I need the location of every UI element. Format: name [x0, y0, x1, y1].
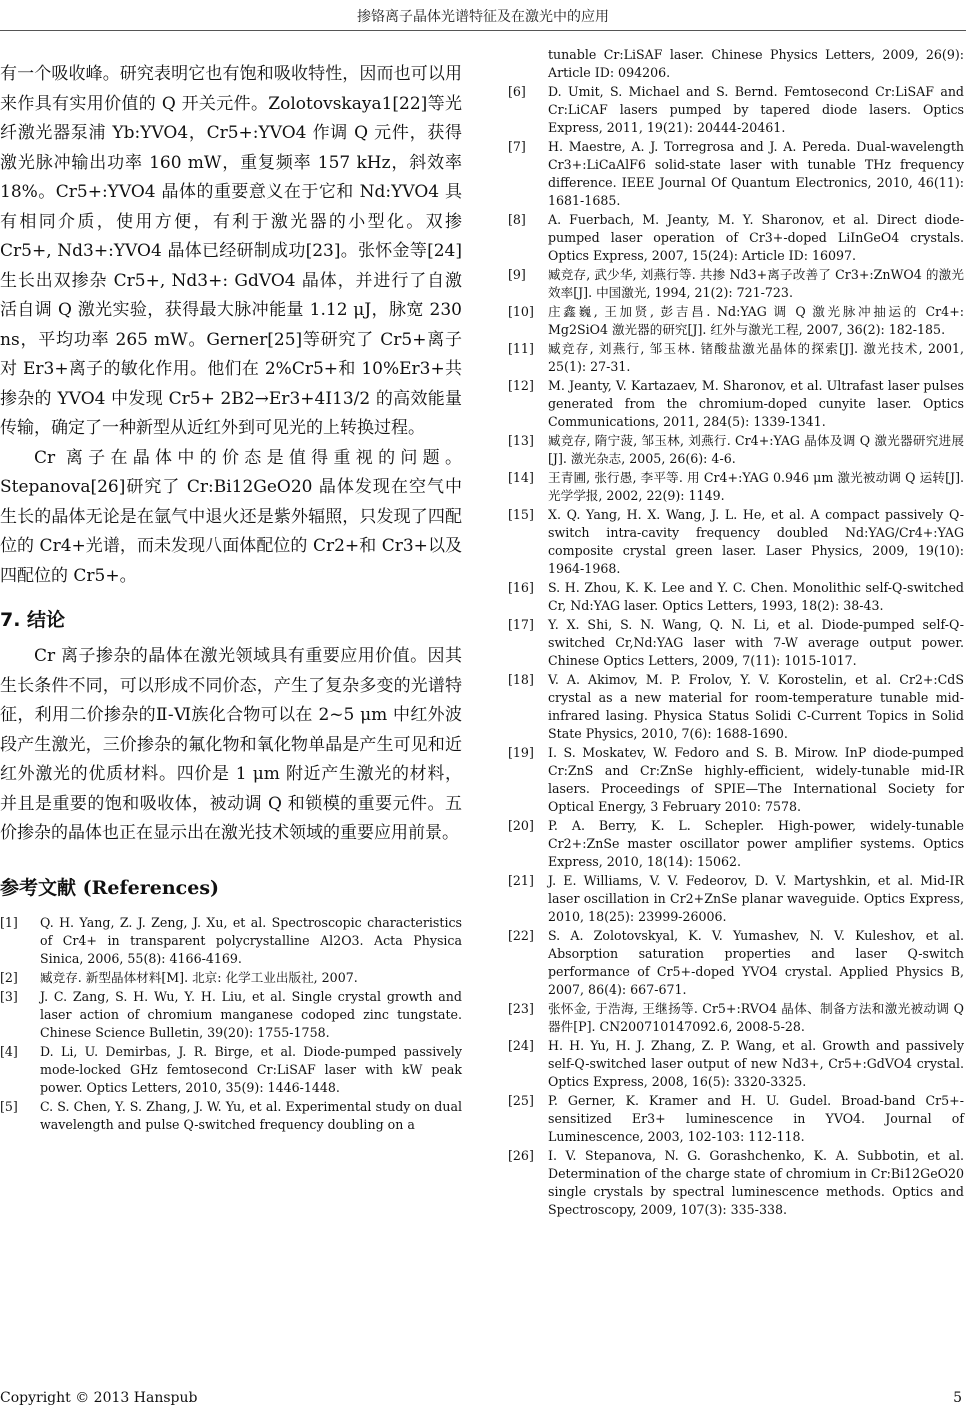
running-header: 掺铬离子晶体光谱特征及在激光中的应用: [357, 9, 609, 25]
reference-item: [508, 469, 964, 505]
reference-item: [508, 817, 964, 871]
references-heading: [0, 873, 462, 900]
reference-text: Y. X. Shi, S. N. Wang, Q. N. Li, et al. Diode-pumped self-Q-switched Cr,Nd:YAG laser with 7-W average output power. Chinese Optics Letters, 2009, 7(11): 1015-1017.: [548, 617, 964, 668]
reference-number: [11]: [508, 341, 534, 356]
reference-text: S. H. Zhou, K. K. Lee and Y. C. Chen. Monolithic self-Q-switched Cr, Nd:YAG laser. Optics Letters, 1993, 18(2): 38-43.: [548, 580, 964, 613]
reference-text: D. Umit, S. Michael and S. Bernd. Femtosecond Cr:LiSAF and Cr:LiCAF lasers pumped by tapered diode lasers. Optics Express, 2011, 19(21): 20444-20461.: [548, 84, 964, 135]
reference-number: [19]: [508, 745, 534, 760]
reference-item: [508, 303, 964, 339]
reference-text: X. Q. Yang, H. X. Wang, J. L. He, et al. A compact passively Q-switch intra-cavity frequency doubled Nd:YAG/Cr4+:YAG composite crystal green laser. Laser Physics, 2009, 19(10): 1964-1968.: [548, 507, 964, 576]
reference-number: [3]: [0, 988, 18, 1004]
reference-number: [508, 46, 548, 82]
reference-number: [4]: [0, 1043, 18, 1059]
reference-item: [508, 377, 964, 431]
reference-item: [508, 579, 964, 615]
reference-text: P. Gerner, K. Kramer and H. U. Gudel. Broad-band Cr5+-sensitized Er3+ luminescence in YVO4. Journal of Luminescence, 2003, 102-103: 112-118.: [548, 1093, 964, 1144]
header-rule: [0, 30, 966, 31]
reference-number: [21]: [508, 873, 534, 888]
reference-number: [26]: [508, 1148, 534, 1163]
reference-text: 臧竞存. 新型晶体材料[M]. 北京: 化学工业出版社, 2007.: [40, 969, 358, 985]
reference-number: [17]: [508, 617, 534, 632]
reference-text: M. Jeanty, V. Kartazaev, M. Sharonov, et al. Ultrafast laser pulses generated from the chromium-doped cunyite laser. Optics Communications, 2011, 284(5): 1339-1341.: [548, 378, 964, 429]
section-7-heading: 7. 结论: [0, 609, 66, 631]
reference-item: [508, 1147, 964, 1219]
reference-text: H. H. Yu, H. J. Zhang, Z. P. Wang, et al. Growth and passively self-Q-switched laser output of new Nd3+, Cr5+:GdVO4 crystal. Optics Express, 2008, 16(5): 3320-3325.: [548, 1038, 964, 1089]
reference-item: [508, 872, 964, 926]
reference-number: [15]: [508, 507, 534, 522]
reference-item: [508, 432, 964, 468]
reference-number: [8]: [508, 212, 526, 227]
reference-text: I. S. Moskatev, W. Fedoro and S. B. Mirow. InP diode-pumped Cr:ZnS and Cr:ZnSe highly-efficient, widely-tunable mid-IR lasers. Proceedings of SPIE—The International Society for Optical Energy, 3 February 2010: 7578.: [548, 745, 964, 814]
reference-number: [10]: [508, 304, 534, 319]
reference-item: [508, 340, 964, 376]
body-paragraph-3: Cr 离子掺杂的晶体在激光领域具有重要应用价值。因其生长条件不同，可以形成不同价态，产生了复杂多变的光谱特征，利用二价掺杂的Ⅱ-Ⅵ族化合物可以在 2~5 μm 中红外波段产生激光，三价掺杂的氟化物和氧化物单晶是产生可见和近红外激光的优质材料。四价是 1 μm 附近产生激光的材料，并且是重要的饱和吸收体，被动调 Q 和锁模的重要元件。五价掺杂的晶体也正在显示出在激光技术领域的重要应用前景。: [0, 646, 462, 843]
footer-copyright: Copyright © 2013 Hanspub: [0, 1390, 198, 1406]
references-heading-cn: 参考文献: [0, 876, 77, 899]
reference-item: [508, 927, 964, 999]
reference-number: [2]: [0, 969, 18, 985]
reference-item: [508, 1092, 964, 1146]
reference-number: [18]: [508, 672, 534, 687]
reference-text: D. Li, U. Demirbas, J. R. Birge, et al. Diode-pumped passively mode-locked GHz femtosecond Cr:LiSAF laser with kW peak power. Optics Letters, 2010, 35(9): 1446-1448.: [40, 1043, 462, 1095]
reference-number: [12]: [508, 378, 534, 393]
reference-item: [508, 46, 964, 82]
reference-number: [22]: [508, 928, 534, 943]
reference-item: [508, 671, 964, 743]
reference-item: [508, 616, 964, 670]
reference-text: 庄鑫巍, 王加贤, 彭吉昌. Nd:YAG 调 Q 激光脉冲抽运的 Cr4+: Mg2SiO4 激光器的研究[J]. 红外与激光工程, 2007, 36(2): 182-185.: [548, 304, 964, 337]
reference-number: [25]: [508, 1093, 534, 1108]
body-paragraph-2: Cr 离子在晶体中的价态是值得重视的问题。Stepanova[26]研究了 Cr:Bi12GeO20 晶体发现在空气中生长的晶体无论是在氩气中退火还是紫外辐照，只发现了四配位的 Cr4+光谱，而未发现八面体配位的 Cr2+和 Cr3+以及四配位的 Cr5+。: [0, 447, 462, 586]
reference-number: [16]: [508, 580, 534, 595]
reference-text: 王青圃, 张行愚, 李平等. 用 Cr4+:YAG 0.946 μm 激光被动调 Q 运转[J]. 光学学报, 2002, 22(9): 1149.: [548, 470, 964, 503]
reference-list-left: [0, 914, 462, 1134]
reference-number: [23]: [508, 1001, 534, 1016]
reference-text: C. S. Chen, Y. S. Zhang, J. W. Yu, et al. Experimental study on dual wavelength and pulse Q-switched frequency doubling on a: [40, 1098, 462, 1132]
reference-number: [20]: [508, 818, 534, 833]
reference-item: [508, 83, 964, 137]
reference-list-right: [508, 46, 964, 1219]
reference-item: [508, 266, 964, 302]
page-number: 5: [953, 1390, 962, 1406]
reference-number: [24]: [508, 1038, 534, 1053]
reference-text: J. C. Zang, S. H. Wu, Y. H. Liu, et al. Single crystal growth and laser action of chromium manganese codoped zinc tungstate. Chinese Science Bulletin, 39(20): 1755-1758.: [40, 988, 462, 1040]
right-column: [508, 46, 964, 1220]
reference-text: 臧竞存, 武少华, 刘燕行等. 共掺 Nd3+离子改善了 Cr3+:ZnWO4 的激光效率[J]. 中国激光, 1994, 21(2): 721-723.: [548, 267, 964, 300]
reference-text: 张怀金, 于浩海, 王继扬等. Cr5+:RVO4 晶体、制备方法和激光被动调 Q 器件[P]. CN200710147092.6, 2008-5-28.: [548, 1001, 964, 1034]
reference-number: [9]: [508, 267, 526, 282]
reference-number: [7]: [508, 139, 526, 154]
reference-number: [14]: [508, 470, 534, 485]
reference-item: [508, 138, 964, 210]
body-paragraph-1: 有一个吸收峰。研究表明它也有饱和吸收特性，因而也可以用来作具有实用价值的 Q 开关元件。Zolotovskaya1[22]等光纤激光器泵浦 Yb:YVO4，Cr5+:YVO4 作调 Q 元件，获得激光脉冲输出功率 160 mW，重复频率 157 kHz，斜效率 18%。Cr5+:YVO4 晶体的重要意义在于它和 Nd:YVO4 具有相同介质，使用方便，有利于激光器的小型化。双掺 Cr5+, Nd3+:YVO4 晶体已经研制成功[23]。张怀金等[24]生长出双掺杂 Cr5+, Nd3+: GdVO4 晶体，并进行了自激活自调 Q 激光实验，获得最大脉冲能量 1.12 μJ，脉宽 230 ns，平均功率 265 mW。Gerner[25]等研究了 Cr5+离子对 Er3+离子的敏化作用。他们在 2%Cr5+和 10%Er3+共掺杂的 YVO4 中发现 Cr5+ 2B2→Er3+4I13/2 的高效能量传输，确定了一种新型从近红外到可见光的上转换过程。: [0, 64, 462, 438]
reference-item: [508, 744, 964, 816]
reference-text: Q. H. Yang, Z. J. Zeng, J. Xu, et al. Spectroscopic characteristics of Cr4+ in transparent polycrystalline Al2O3. Acta Physica Sinica, 2006, 55(8): 4166-4169.: [40, 914, 462, 966]
reference-text: tunable Cr:LiSAF laser. Chinese Physics Letters, 2009, 26(9): Article ID: 094206.: [548, 47, 964, 80]
reference-text: I. V. Stepanova, N. G. Gorashchenko, K. A. Subbotin, et al. Determination of the charge state of chromium in Cr:Bi12GeO20 single crystals by spectral luminescence methods. Optics and Spectroscopy, 2009, 107(3): 335-338.: [548, 1148, 964, 1217]
references-heading-en: (References): [82, 876, 220, 899]
reference-item: [0, 988, 462, 1042]
reference-number: [13]: [508, 433, 534, 448]
reference-item: [508, 1000, 964, 1036]
reference-number: [5]: [0, 1098, 18, 1114]
reference-item: [0, 914, 462, 968]
reference-item: [508, 211, 964, 265]
reference-text: 臧竞存, 隋宁菠, 邹玉林, 刘燕行. Cr4+:YAG 晶体及调 Q 激光器研究进展[J]. 激光杂志, 2005, 26(6): 4-6.: [548, 433, 964, 466]
reference-text: P. A. Berry, K. L. Schepler. High-power, widely-tunable Cr2+:ZnSe master oscillator power amplifier systems. Optics Express, 2010, 18(14): 15062.: [548, 818, 964, 869]
reference-item: [0, 1098, 462, 1134]
reference-text: J. E. Williams, V. V. Fedeorov, D. V. Martyshkin, et al. Mid-IR laser oscillation in Cr2+ZnSe planar waveguide. Optics Express, 2010, 18(25): 23999-26006.: [548, 873, 964, 924]
reference-number: [6]: [508, 84, 526, 99]
reference-item: [508, 506, 964, 578]
reference-item: [0, 969, 462, 987]
reference-text: H. Maestre, A. J. Torregrosa and J. A. Pereda. Dual-wavelength Cr3+:LiCaAlF6 solid-state laser with tunable THz frequency difference. IEEE Journal Of Quantum Electronics, 2010, 46(11): 1681-1685.: [548, 139, 964, 208]
reference-number: [1]: [0, 914, 18, 930]
reference-item: [0, 1043, 462, 1097]
reference-item: [508, 1037, 964, 1091]
left-column: [0, 60, 462, 1135]
reference-text: 臧竞存, 刘燕行, 邹玉林. 锗酸盐激光晶体的探索[J]. 激光技术, 2001, 25(1): 27-31.: [548, 341, 964, 374]
reference-text: A. Fuerbach, M. Jeanty, M. Y. Sharonov, et al. Direct diode-pumped laser operation of Cr3+-doped LiInGeO4 crystals. Optics Express, 2007, 15(24): Article ID: 16097.: [548, 212, 964, 263]
reference-text: S. A. Zolotovskyal, K. V. Yumashev, N. V. Kuleshov, et al. Absorption saturation properties and laser Q-switch performance of Cr5+-doped YVO4 crystal. Applied Physics B, 2007, 86(4): 667-671.: [548, 928, 964, 997]
reference-text: V. A. Akimov, M. P. Frolov, Y. V. Korostelin, et al. Cr2+:CdS crystal as a new material for room-temperature tunable mid-infrared lasing. Physica Status Solidi C-Current Topics in Solid State Physics, 2010, 7(6): 1688-1690.: [548, 672, 964, 741]
